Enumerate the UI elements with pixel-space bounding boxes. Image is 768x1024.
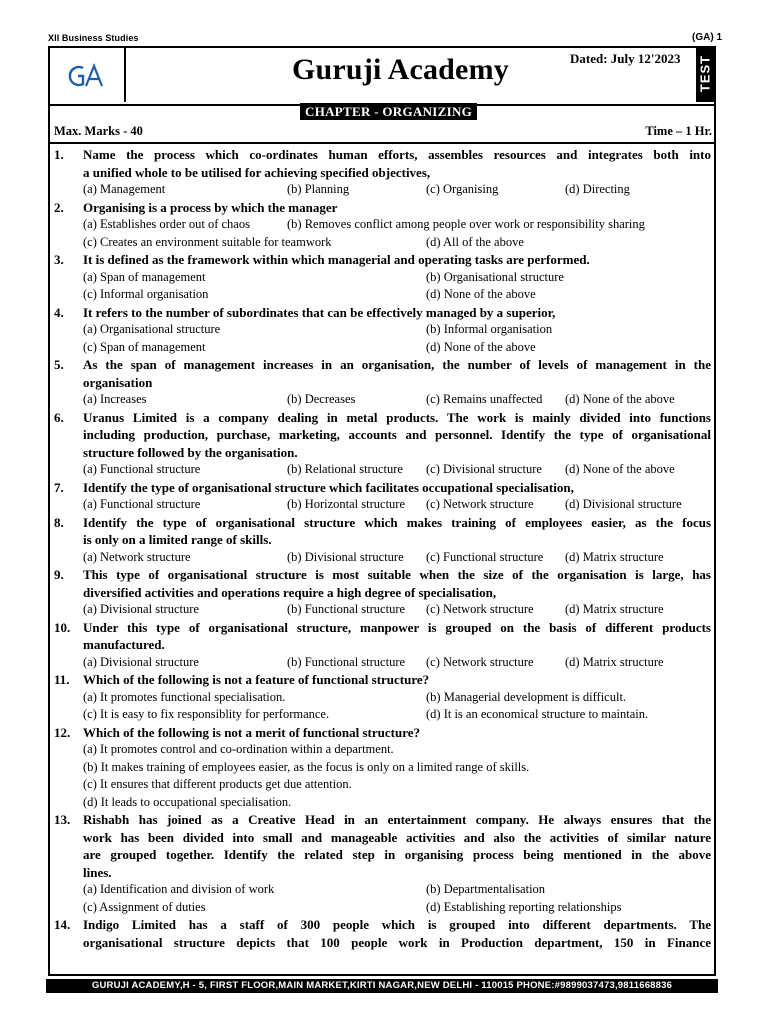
option: (c) Network structure	[426, 654, 534, 669]
option: (d) None of the above	[426, 339, 536, 354]
question	[50, 479, 714, 514]
option: (a) Divisional structure	[83, 654, 199, 669]
option: (b) Functional structure	[287, 654, 406, 669]
question	[50, 356, 714, 409]
option: (b) Organisational structure	[426, 269, 564, 284]
question-number: 2.	[54, 199, 64, 215]
option: (d) Matrix structure	[565, 654, 664, 669]
option: (c) Remains unaffected	[426, 392, 543, 406]
question-number: 5.	[54, 357, 64, 372]
question-text: a unified whole to be utilised for achieving specified objectives,	[83, 164, 431, 180]
option: (d) All of the above	[426, 234, 524, 249]
option: (c) Informal organisation	[83, 287, 209, 301]
option: (d) None of the above	[565, 392, 675, 406]
question	[50, 811, 714, 916]
subject-label: XII Business Studies	[48, 33, 139, 43]
option: (b) Horizontal structure	[287, 497, 406, 511]
question-text: As the span of management increases in an organisation, the number of levels of management in the	[83, 357, 711, 372]
option: (c) Functional structure	[426, 549, 544, 564]
question-number: 12.	[54, 724, 71, 740]
question	[50, 146, 714, 199]
academy-name: Guruji Academy	[292, 53, 509, 86]
question-text: work has been divided into small and manageable activities and also the activities of similar nature	[83, 829, 711, 845]
option: (a) Functional structure	[83, 462, 201, 476]
option: (d) Matrix structure	[565, 602, 664, 616]
option: (b) Relational structure	[287, 462, 403, 476]
option: (a) It promotes functional specialisation.	[83, 689, 286, 704]
option: (b) Decreases	[287, 392, 356, 406]
question-text: Identify the type of organisational structure which facilitates occupational specialisation,	[83, 479, 574, 495]
question-number: 11.	[54, 672, 70, 687]
logo-box	[50, 48, 126, 102]
question-text: organisational structure depicts that 100 people work in Production department, 150 in Finance	[83, 934, 711, 950]
marks-row	[50, 124, 714, 142]
option: (a) Functional structure	[83, 497, 201, 511]
question-number: 7.	[54, 479, 64, 495]
question-text: Which of the following is not a feature of functional structure?	[83, 672, 430, 687]
option: (d) None of the above	[426, 287, 536, 301]
option: (c) Assignment of duties	[83, 899, 206, 914]
divider	[50, 142, 714, 144]
question	[50, 304, 714, 357]
question-text: Identify the type of organisational structure which makes training of employees easier, as the focus	[83, 514, 711, 530]
question-text: structure followed by the organisation.	[83, 444, 298, 460]
question-number: 3.	[54, 252, 64, 267]
question	[50, 251, 714, 304]
option: (c) Creates an environment suitable for teamwork	[83, 234, 332, 249]
option: (b) Removes conflict among people over work or responsibility sharing	[287, 217, 645, 231]
question-text: organisation	[83, 374, 153, 390]
option: (c) Network structure	[426, 497, 534, 511]
test-date: Dated: July 12'2023	[570, 51, 681, 66]
question	[50, 566, 714, 619]
test-label: TEST	[697, 54, 713, 93]
question-text: Name the process which co-ordinates human efforts, assembles resources and integrates both into	[83, 147, 711, 162]
question	[50, 916, 714, 951]
option: (b) Managerial development is difficult.	[426, 689, 627, 704]
question-text: lines.	[83, 864, 112, 880]
question-number: 4.	[54, 304, 64, 320]
option: (b) It makes training of employees easier, as the focus is only on a limited range of skills.	[83, 759, 530, 774]
question-text: Rishabh has joined as a Creative Head in an entertainment company. He always ensures that the	[83, 812, 711, 827]
option: (b) Divisional structure	[287, 549, 404, 564]
option: (c) Span of management	[83, 339, 206, 354]
question	[50, 724, 714, 812]
question-number: 6.	[54, 409, 64, 425]
option: (d) Divisional structure	[565, 497, 682, 511]
max-marks: Max. Marks - 40	[54, 124, 143, 138]
running-header	[46, 32, 722, 46]
option: (d) Establishing reporting relationships	[426, 899, 622, 914]
question-text: are grouped together. Identify the related step in organising process being mentioned in the above	[83, 847, 711, 862]
option: (a) Identification and division of work	[83, 882, 275, 896]
question-number: 10.	[54, 619, 71, 635]
question	[50, 671, 714, 724]
footer-address: GURUJI ACADEMY,H - 5, FIRST FLOOR,MAIN MARKET,KIRTI NAGAR,NEW DELHI - 110015 PHONE:#9899037473,9811668836	[46, 979, 718, 993]
option: (a) Divisional structure	[83, 602, 199, 616]
time-limit: Time – 1 Hr.	[645, 124, 712, 138]
title-block	[50, 48, 714, 106]
option: (c) Organising	[426, 182, 499, 196]
question-text: It is defined as the framework within which managerial and operating tasks are performed.	[83, 252, 590, 267]
option: (c) Divisional structure	[426, 462, 542, 476]
test-band	[696, 48, 714, 102]
question-text: is only on a limited range of skills.	[83, 532, 272, 547]
question-text: manufactured.	[83, 637, 165, 652]
option: (a) Increases	[83, 392, 147, 406]
option: (d) It is an economical structure to maintain.	[426, 707, 649, 721]
option: (c) It is easy to fix responsiblity for performance.	[83, 707, 330, 721]
question-number: 1.	[54, 147, 64, 162]
question-text: This type of organisational structure is most suitable when the size of the organisation is large, has	[83, 567, 711, 582]
option: (a) Network structure	[83, 549, 191, 564]
question-text: Which of the following is not a merit of functional structure?	[83, 724, 421, 740]
option: (a) Management	[83, 182, 166, 196]
question-text: including production, purchase, marketing, accounts and personnel. Identify the type of organisational	[83, 427, 711, 442]
option: (d) None of the above	[565, 462, 675, 476]
question-text: diversified activities and operations require a high degree of specialisation,	[83, 584, 497, 600]
option: (a) Span of management	[83, 269, 206, 284]
question	[50, 514, 714, 567]
question-number: 9.	[54, 567, 64, 582]
page-frame	[48, 46, 716, 976]
option: (c) Network structure	[426, 602, 534, 616]
option: (a) Organisational structure	[83, 322, 221, 336]
question-text: Uranus Limited is a company dealing in metal products. The work is mainly divided into functions	[83, 409, 711, 425]
question	[50, 619, 714, 672]
option: (d) Matrix structure	[565, 549, 664, 564]
question-text: Indigo Limited has a staff of 300 people which is grouped into different departments. The	[83, 917, 711, 932]
question-number: 8.	[54, 514, 64, 530]
question	[50, 199, 714, 252]
question-text: Under this type of organisational structure, manpower is grouped on the basis of different products	[83, 619, 711, 635]
chapter-title: CHAPTER - ORGANIZING	[300, 103, 477, 120]
option: (b) Informal organisation	[426, 322, 553, 336]
academy-logo	[68, 62, 106, 90]
question-list	[50, 146, 714, 951]
page-number: (GA) 1	[692, 32, 722, 43]
question-number: 14.	[54, 917, 71, 932]
question-text: It refers to the number of subordinates that can be effectively managed by a superior,	[83, 304, 556, 320]
option: (d) It leads to occupational specialisation.	[83, 794, 292, 809]
option: (d) Directing	[565, 182, 630, 196]
option: (a) Establishes order out of chaos	[83, 217, 250, 231]
option: (b) Functional structure	[287, 602, 406, 616]
option: (b) Planning	[287, 182, 350, 196]
option: (b) Departmentalisation	[426, 882, 546, 896]
question	[50, 409, 714, 479]
question-text: Organising is a process by which the manager	[83, 199, 338, 215]
option: (a) It promotes control and co-ordination within a department.	[83, 742, 394, 756]
question-number: 13.	[54, 812, 71, 827]
option: (c) It ensures that different products get due attention.	[83, 777, 352, 791]
